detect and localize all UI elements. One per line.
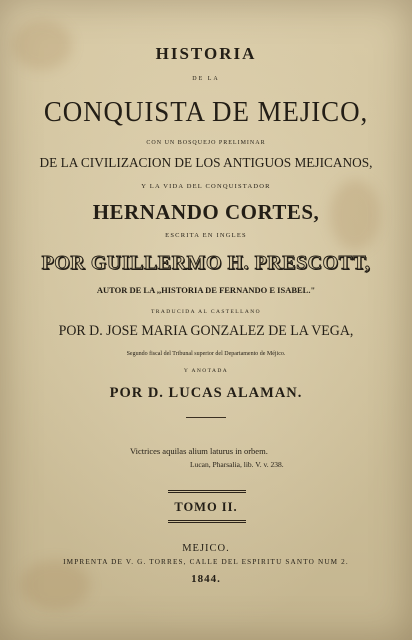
translator-title: Segundo fiscal del Tribunal superior del Departamento de Méjico. <box>126 351 286 357</box>
main-title: CONQUISTA DE MEJICO, <box>43 96 369 128</box>
anotada-line: Y ANOTADA <box>183 368 229 374</box>
paper-stain <box>20 560 90 610</box>
subtitle-con-un: CON UN BOSQUEJO PRELIMINAR <box>146 140 266 146</box>
subtitle-civilizacion: DE LA CIVILIZACION DE LOS ANTIGUOS MEJICANOS, <box>39 156 373 171</box>
imprint-year: 1844. <box>191 573 221 585</box>
annotator-name: POR D. LUCAS ALAMAN. <box>109 385 303 401</box>
epigraph-line: Victrices aquilas alium laturus in orbem. <box>130 446 268 456</box>
volume-rule-top <box>168 490 246 493</box>
traducida-line: TRADUCIDA AL CASTELLANO <box>151 309 261 315</box>
author-name: POR GUILLERMO H. PRESCOTT, <box>41 252 371 274</box>
imprint-printer: IMPRENTA DE V. G. TORRES, CALLE DEL ESPIRITU SANTO NUM 2. <box>63 557 349 566</box>
subtitle-y-la-vida: Y LA VIDA DEL CONQUISTADOR <box>141 183 271 190</box>
volume-label: TOMO II. <box>174 500 238 514</box>
heading-historia: HISTORIA <box>155 44 257 63</box>
translator-name: POR D. JOSE MARIA GONZALEZ DE LA VEGA, <box>58 323 354 339</box>
imprint-city: MEJICO. <box>182 543 230 554</box>
subtitle-hernando: HERNANDO CORTES, <box>92 200 320 224</box>
divider-rule <box>186 417 226 418</box>
escrita-line: ESCRITA EN INGLES <box>165 232 247 239</box>
small-line-de-la: DE LA <box>192 76 220 82</box>
author-credit: AUTOR DE LA ,,HISTORIA DE FERNANDO E ISABEL." <box>96 285 316 295</box>
volume-rule-bottom <box>168 520 246 523</box>
epigraph-citation: Lucan, Pharsalia, lib. V. v. 238. <box>190 460 284 469</box>
